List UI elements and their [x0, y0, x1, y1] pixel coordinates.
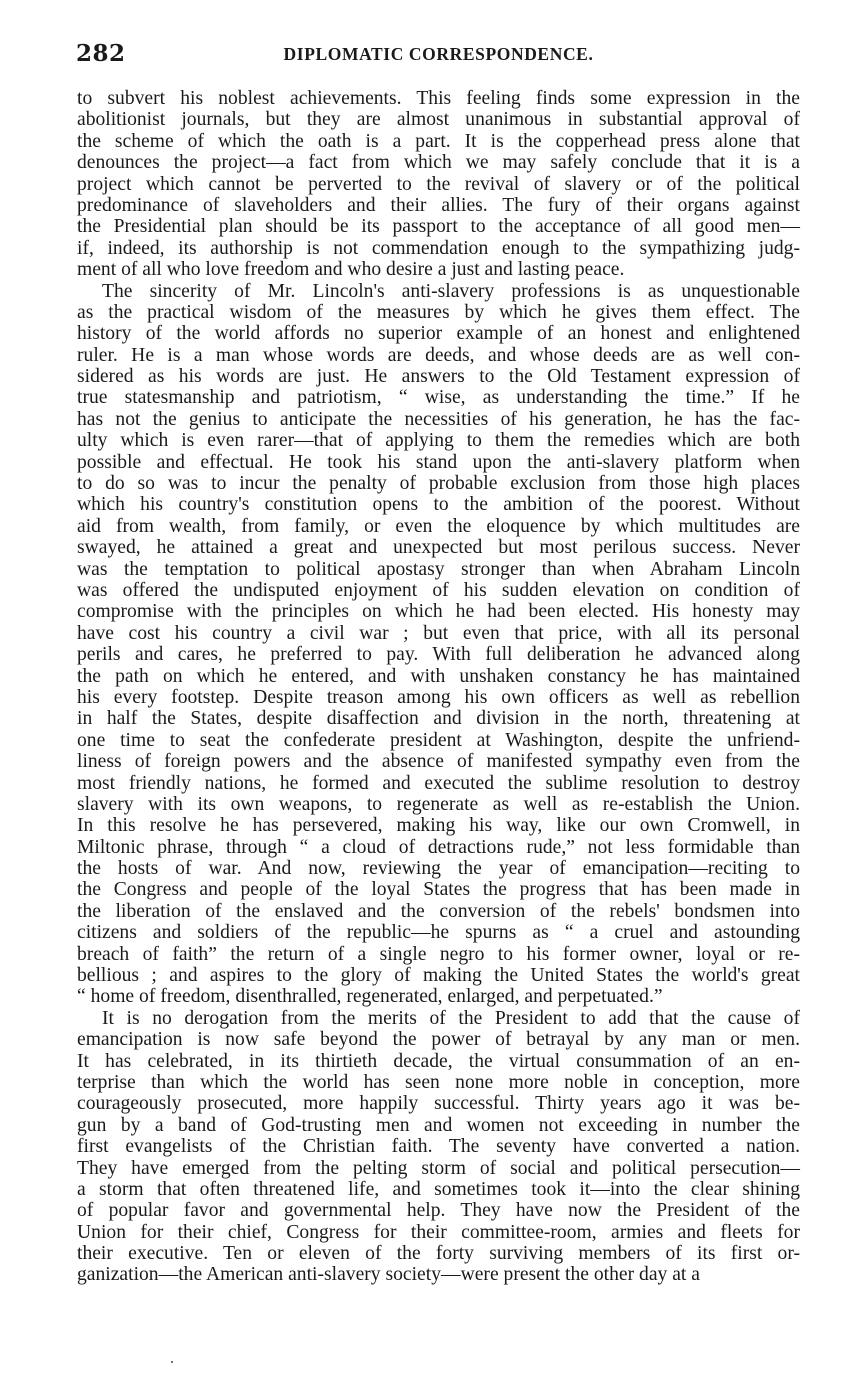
paragraph: [77, 1008, 800, 1286]
text-line: their executive. Ten or eleven of the forty surviving members of its first or-: [77, 1243, 800, 1265]
text-line: ulty which is even rarer—that of applying to them the remedies which are both: [77, 430, 800, 452]
text-line: gun by a band of God-trusting men and women not exceeding in number the: [77, 1114, 800, 1136]
page-number: 282: [76, 40, 126, 67]
text-line: history of the world affords no superior example of an honest and enlightened: [77, 323, 800, 345]
text-line: terprise than which the world has seen none more noble in conception, more: [77, 1071, 800, 1093]
text-line: The sincerity of Mr. Lincoln's anti-slavery professions is as unquestionable: [102, 280, 800, 302]
text-line: Union for their chief, Congress for their committee-room, armies and fleets for: [77, 1221, 800, 1243]
text-line: the hosts of war. And now, reviewing the year of emancipation—reciting to: [77, 858, 800, 880]
text-line: has not the genius to anticipate the necessities of his generation, he has the fac-: [77, 408, 800, 430]
paragraph: [77, 88, 800, 281]
text-line: ruler. He is a man whose words are deeds, and whose deeds are as well con-: [77, 344, 800, 366]
text-line: courageously prosecuted, more happily successful. Thirty years ago it was be-: [77, 1093, 800, 1115]
text-line: In this resolve he has persevered, making his way, like our own Cromwell, in: [77, 815, 800, 837]
text-line: ganization—the American anti-slavery society—were present the other day at a: [77, 1264, 700, 1286]
text-line: breach of faith” the return of a single negro to his former owner, loyal or re-: [77, 943, 800, 965]
text-line: slavery with its own weapons, to regenerate as well as re-establish the Union.: [77, 793, 800, 815]
page-header: [76, 40, 801, 70]
text-line: one time to seat the confederate president at Washington, despite the unfriend-: [77, 729, 800, 751]
text-line: emancipation is now safe beyond the power of betrayal by any man or men.: [77, 1029, 800, 1051]
text-line: They have emerged from the pelting storm of social and political persecution—: [77, 1157, 800, 1179]
text-line: as the practical wisdom of the measures by which he gives them effect. The: [77, 301, 800, 323]
text-line: was the temptation to political apostasy stronger than when Abraham Lincoln: [77, 558, 800, 580]
running-title: DIPLOMATIC CORRESPONDENCE.: [283, 44, 594, 64]
text-line: to subvert his noblest achievements. This feeling finds some expression in the: [77, 88, 800, 109]
text-line: the Presidential plan should be its passport to the acceptance of all good men—: [77, 216, 800, 238]
paragraph: [77, 281, 800, 1008]
text-line: which his country's constitution opens to the ambition of the poorest. Without: [77, 494, 800, 516]
text-line: sidered as his words are just. He answers to the Old Testament expression of: [77, 366, 800, 388]
text-line: true statesmanship and patriotism, “ wise, as understanding the time.” If he: [77, 387, 800, 409]
text-line: liness of foreign powers and the absence of manifested sympathy even from the: [77, 751, 800, 773]
text-line: project which cannot be perverted to the revival of slavery or of the political: [77, 173, 800, 195]
text-line: “ home of freedom, disenthralled, regenerated, enlarged, and perpetuated.”: [77, 986, 663, 1008]
text-line: the Congress and people of the loyal States the progress that has been made in: [77, 879, 800, 901]
text-line: his every footstep. Despite treason among his own officers as well as rebellion: [77, 686, 800, 708]
text-line: aid from wealth, from family, or even the eloquence by which multitudes are: [77, 515, 800, 537]
text-line: perils and cares, he preferred to pay. With full deliberation he advanced along: [77, 644, 800, 666]
text-line: It has celebrated, in its thirtieth decade, the virtual consummation of an en-: [77, 1050, 800, 1072]
text-line: of popular favor and governmental help. They have now the President of the: [77, 1200, 800, 1222]
text-line: It is no derogation from the merits of the President to add that the cause of: [102, 1007, 800, 1029]
text-line: the scheme of which the oath is a part. It is the copperhead press alone that: [77, 130, 800, 152]
scan-speck: [171, 1361, 173, 1363]
text-line: swayed, he attained a great and unexpected but most perilous success. Never: [77, 537, 800, 559]
text-line: predominance of slaveholders and their allies. The fury of their organs against: [77, 194, 800, 216]
text-line: the liberation of the enslaved and the conversion of the rebels' bondsmen into: [77, 900, 800, 922]
text-line: have cost his country a civil war ; but even that price, with all its personal: [77, 622, 800, 644]
text-line: if, indeed, its authorship is not commendation enough to the sympathizing judg-: [77, 237, 800, 259]
body-text: [77, 88, 800, 1286]
text-line: to do so was to incur the penalty of probable exclusion from those high places: [77, 473, 800, 495]
text-line: compromise with the principles on which he had been elected. His honesty may: [77, 601, 800, 623]
text-line: ment of all who love freedom and who desire a just and lasting peace.: [77, 259, 625, 281]
text-line: first evangelists of the Christian faith. The seventy have converted a nation.: [77, 1136, 800, 1158]
text-line: denounces the project—a fact from which we may safely conclude that it is a: [77, 152, 800, 174]
text-line: abolitionist journals, but they are almost unanimous in substantial approval of: [77, 109, 800, 131]
text-line: citizens and soldiers of the republic—he spurns as “ a cruel and astounding: [77, 922, 800, 944]
text-line: Miltonic phrase, through “ a cloud of detractions rude,” not less formidable than: [77, 836, 800, 858]
text-line: the path on which he entered, and with unshaken constancy he has maintained: [77, 665, 800, 687]
text-line: most friendly nations, he formed and executed the sublime resolution to destroy: [77, 772, 800, 794]
text-line: was offered the undisputed enjoyment of his sudden elevation on condition of: [77, 579, 800, 601]
text-line: bellious ; and aspires to the glory of making the United States the world's great: [77, 965, 800, 987]
text-line: in half the States, despite disaffection and division in the north, threatening at: [77, 708, 800, 730]
text-line: possible and effectual. He took his stand upon the anti-slavery platform when: [77, 451, 800, 473]
text-line: a storm that often threatened life, and sometimes took it—into the clear shining: [77, 1178, 800, 1200]
